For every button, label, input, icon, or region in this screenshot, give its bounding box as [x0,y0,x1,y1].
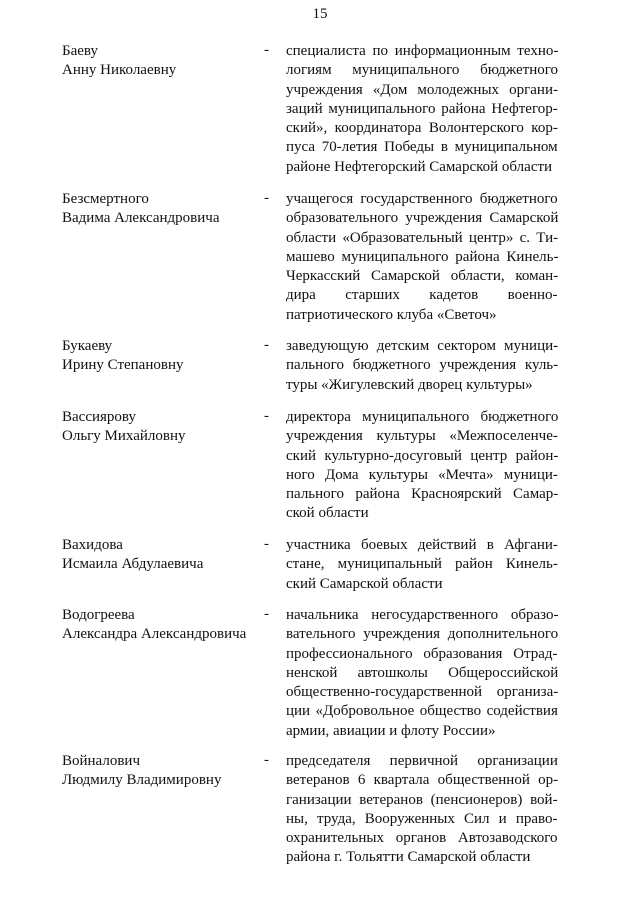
description-line: логиям муниципального бюджетного [286,62,559,79]
dash-separator: - [264,606,269,622]
description-line: ской области [286,505,369,522]
description-line: ветеранов 6 квартала общественной ор- [286,772,559,789]
description-line: стане, муниципальный район Кинель- [286,556,558,573]
description-line: ненской автошколы Общероссийской [286,664,559,681]
dash-separator: - [264,337,269,353]
description-line: ного Дома культуры «Мечта» муници- [286,466,558,483]
page-number: 15 [312,6,328,22]
description-line: образовательного учреждения Самарской [286,210,559,227]
description-line: области «Образовательный центр» с. Ти- [286,229,559,246]
description-line: ский культурно-досуговый центр район- [286,447,559,464]
person-given-names: Людмилу Владимировну [62,772,222,788]
person-surname: Вахидова [62,537,123,553]
person-surname: Безсмертного [62,191,149,207]
person-given-names: Ирину Степановну [62,357,184,373]
description-line: ский», координатора Волонтерского кор- [286,120,558,137]
position-description [286,337,558,395]
description-line: учащегося государственного бюджетного [286,191,558,207]
dash-separator: - [264,408,269,424]
dash-separator: - [264,752,269,768]
position-description [286,536,558,594]
person-given-names: Ольгу Михайловну [62,428,186,444]
position-description [286,42,558,177]
description-line: участника боевых действий в Афгани- [286,537,558,553]
person-name [62,536,262,574]
description-line: ганизации ветеранов (пенсионеров) вой- [286,791,558,808]
position-description [286,408,558,524]
description-line: заций муниципального района Нефтегор- [286,100,558,117]
description-line: профессионального образования Отрад- [286,645,558,662]
person-name [62,42,262,80]
description-line: пуса 70-летия Победы в муниципальном [286,139,558,156]
person-name [62,337,262,375]
position-description [286,190,558,325]
description-line: охранительных органов Автозаводского [286,830,558,847]
person-name [62,606,262,644]
description-line: вательного учреждения дополнительного [286,626,559,643]
dash-separator: - [264,42,269,58]
dash-separator: - [264,536,269,552]
description-line: дира старших кадетов военно- [286,287,558,304]
description-line: начальника негосударственного образо- [286,607,559,623]
description-line: районе Нефтегорский Самарской области [286,158,553,175]
description-line: председателя первичной организации [286,753,558,769]
person-surname: Войналович [62,753,140,769]
dash-separator: - [264,190,269,206]
person-given-names: Александра Александровича [62,626,247,642]
description-line: пального бюджетного учреждения куль- [286,357,559,374]
position-description [286,752,558,868]
person-given-names: Анну Николаевну [62,62,177,78]
description-line: специалиста по информационным техно- [286,43,559,59]
position-description [286,606,558,741]
person-name [62,408,262,446]
description-line: учреждения «Дом молодежных органи- [286,81,558,98]
description-line: учреждения культуры «Межпоселенче- [286,428,558,445]
description-line: армии, авиации и флоту России» [286,722,496,739]
description-line: директора муниципального бюджетного [286,409,559,425]
description-line: ны, труда, Вооруженных Сил и право- [286,810,558,827]
person-surname: Баеву [62,43,98,59]
description-line: пального района Красноярский Самар- [286,486,559,503]
person-given-names: Исмаила Абдулаевича [62,556,204,572]
description-line: общественно-государственной организа- [286,684,559,701]
description-line: ции «Добровольное общество содействия [286,703,558,720]
description-line: патриотического клуба «Светоч» [286,306,497,323]
person-name [62,752,262,790]
person-surname: Вассиярову [62,409,136,425]
person-surname: Букаеву [62,338,113,354]
description-line: района г. Тольятти Самарской области [286,849,531,866]
person-name [62,190,262,228]
description-line: Черкасский Самарской области, коман- [286,268,559,285]
description-line: туры «Жигулевский дворец культуры» [286,376,533,393]
person-surname: Водогреева [62,607,135,623]
description-line: ский Самарской области [286,575,443,592]
description-line: машево муниципального района Кинель- [286,248,559,265]
person-given-names: Вадима Александровича [62,210,220,226]
description-line: заведующую детским сектором муници- [286,338,559,354]
